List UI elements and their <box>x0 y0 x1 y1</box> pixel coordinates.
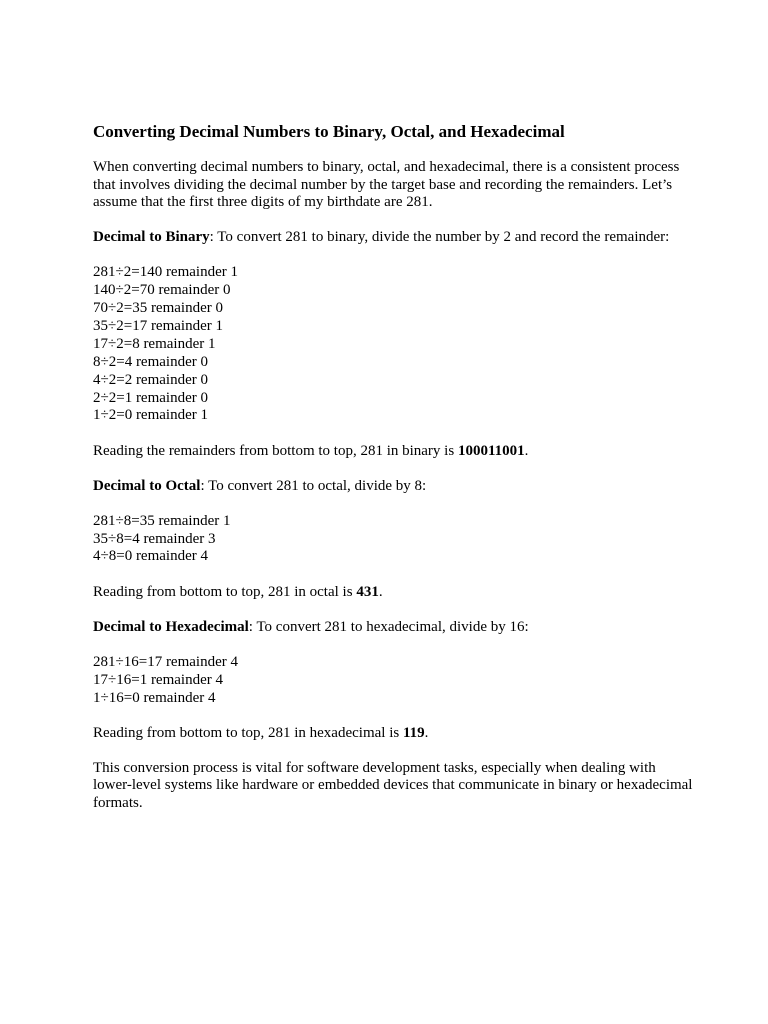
document-title: Converting Decimal Numbers to Binary, Octal, and Hexadecimal <box>93 122 565 141</box>
octal-result-suffix: . <box>378 583 383 600</box>
binary-description-text: : To convert 281 to binary, divide the number by 2 and record the remainder: <box>209 229 670 246</box>
hexadecimal-description <box>93 619 693 637</box>
division-step: 281÷16=17 remainder 4 <box>93 653 238 670</box>
division-step: 8÷2=4 remainder 0 <box>93 353 208 370</box>
division-step: 1÷16=0 remainder 4 <box>93 689 216 706</box>
division-step: 17÷2=8 remainder 1 <box>93 335 216 352</box>
hexadecimal-heading: Decimal to Hexadecimal <box>93 618 249 635</box>
division-step: 35÷8=4 remainder 3 <box>93 530 216 547</box>
division-step: 140÷2=70 remainder 0 <box>93 282 231 299</box>
division-step: 4÷2=2 remainder 0 <box>93 371 208 388</box>
hexadecimal-description-text: : To convert 281 to hexadecimal, divide by 16: <box>248 618 529 635</box>
octal-description <box>93 478 693 496</box>
division-step: 17÷16=1 remainder 4 <box>93 671 223 688</box>
binary-result-value: 100011001 <box>457 442 525 459</box>
intro-paragraph: When converting decimal numbers to binary, octal, and hexadecimal, there is a consistent process that involves dividing the decimal number by the target base and recording the remainders. Let’s assume that the first three digits of my birthdate are 281. <box>93 159 680 211</box>
hexadecimal-result-suffix: . <box>424 724 429 741</box>
octal-heading: Decimal to Octal <box>93 477 201 494</box>
division-step: 35÷2=17 remainder 1 <box>93 317 223 334</box>
octal-steps <box>93 513 693 567</box>
hexadecimal-result-value: 119 <box>402 724 425 741</box>
division-step: 2÷2=1 remainder 0 <box>93 389 208 406</box>
octal-result <box>93 584 693 602</box>
document-page <box>93 122 693 830</box>
binary-result <box>93 443 693 461</box>
division-step: 70÷2=35 remainder 0 <box>93 299 223 316</box>
octal-result-text: Reading from bottom to top, 281 in octal is <box>93 583 357 600</box>
division-step: 281÷8=35 remainder 1 <box>93 512 231 529</box>
octal-result-value: 431 <box>356 583 379 600</box>
binary-result-suffix: . <box>524 442 529 459</box>
hexadecimal-steps <box>93 654 693 708</box>
division-step: 281÷2=140 remainder 1 <box>93 264 238 281</box>
binary-description <box>93 229 693 247</box>
binary-heading: Decimal to Binary <box>93 229 210 246</box>
division-step: 1÷2=0 remainder 1 <box>93 407 208 424</box>
binary-steps <box>93 264 693 425</box>
division-step: 4÷8=0 remainder 4 <box>93 548 208 565</box>
octal-description-text: : To convert 281 to octal, divide by 8: <box>200 477 427 494</box>
hexadecimal-result <box>93 725 693 743</box>
binary-result-text: Reading the remainders from bottom to top, 281 in binary is <box>93 442 458 459</box>
conclusion-paragraph: This conversion process is vital for software development tasks, especially when dealing with lower-level systems like hardware or embedded devices that communicate in binary or hexadecimal formats. <box>93 759 693 812</box>
hexadecimal-result-text: Reading from bottom to top, 281 in hexadecimal is <box>93 724 403 741</box>
